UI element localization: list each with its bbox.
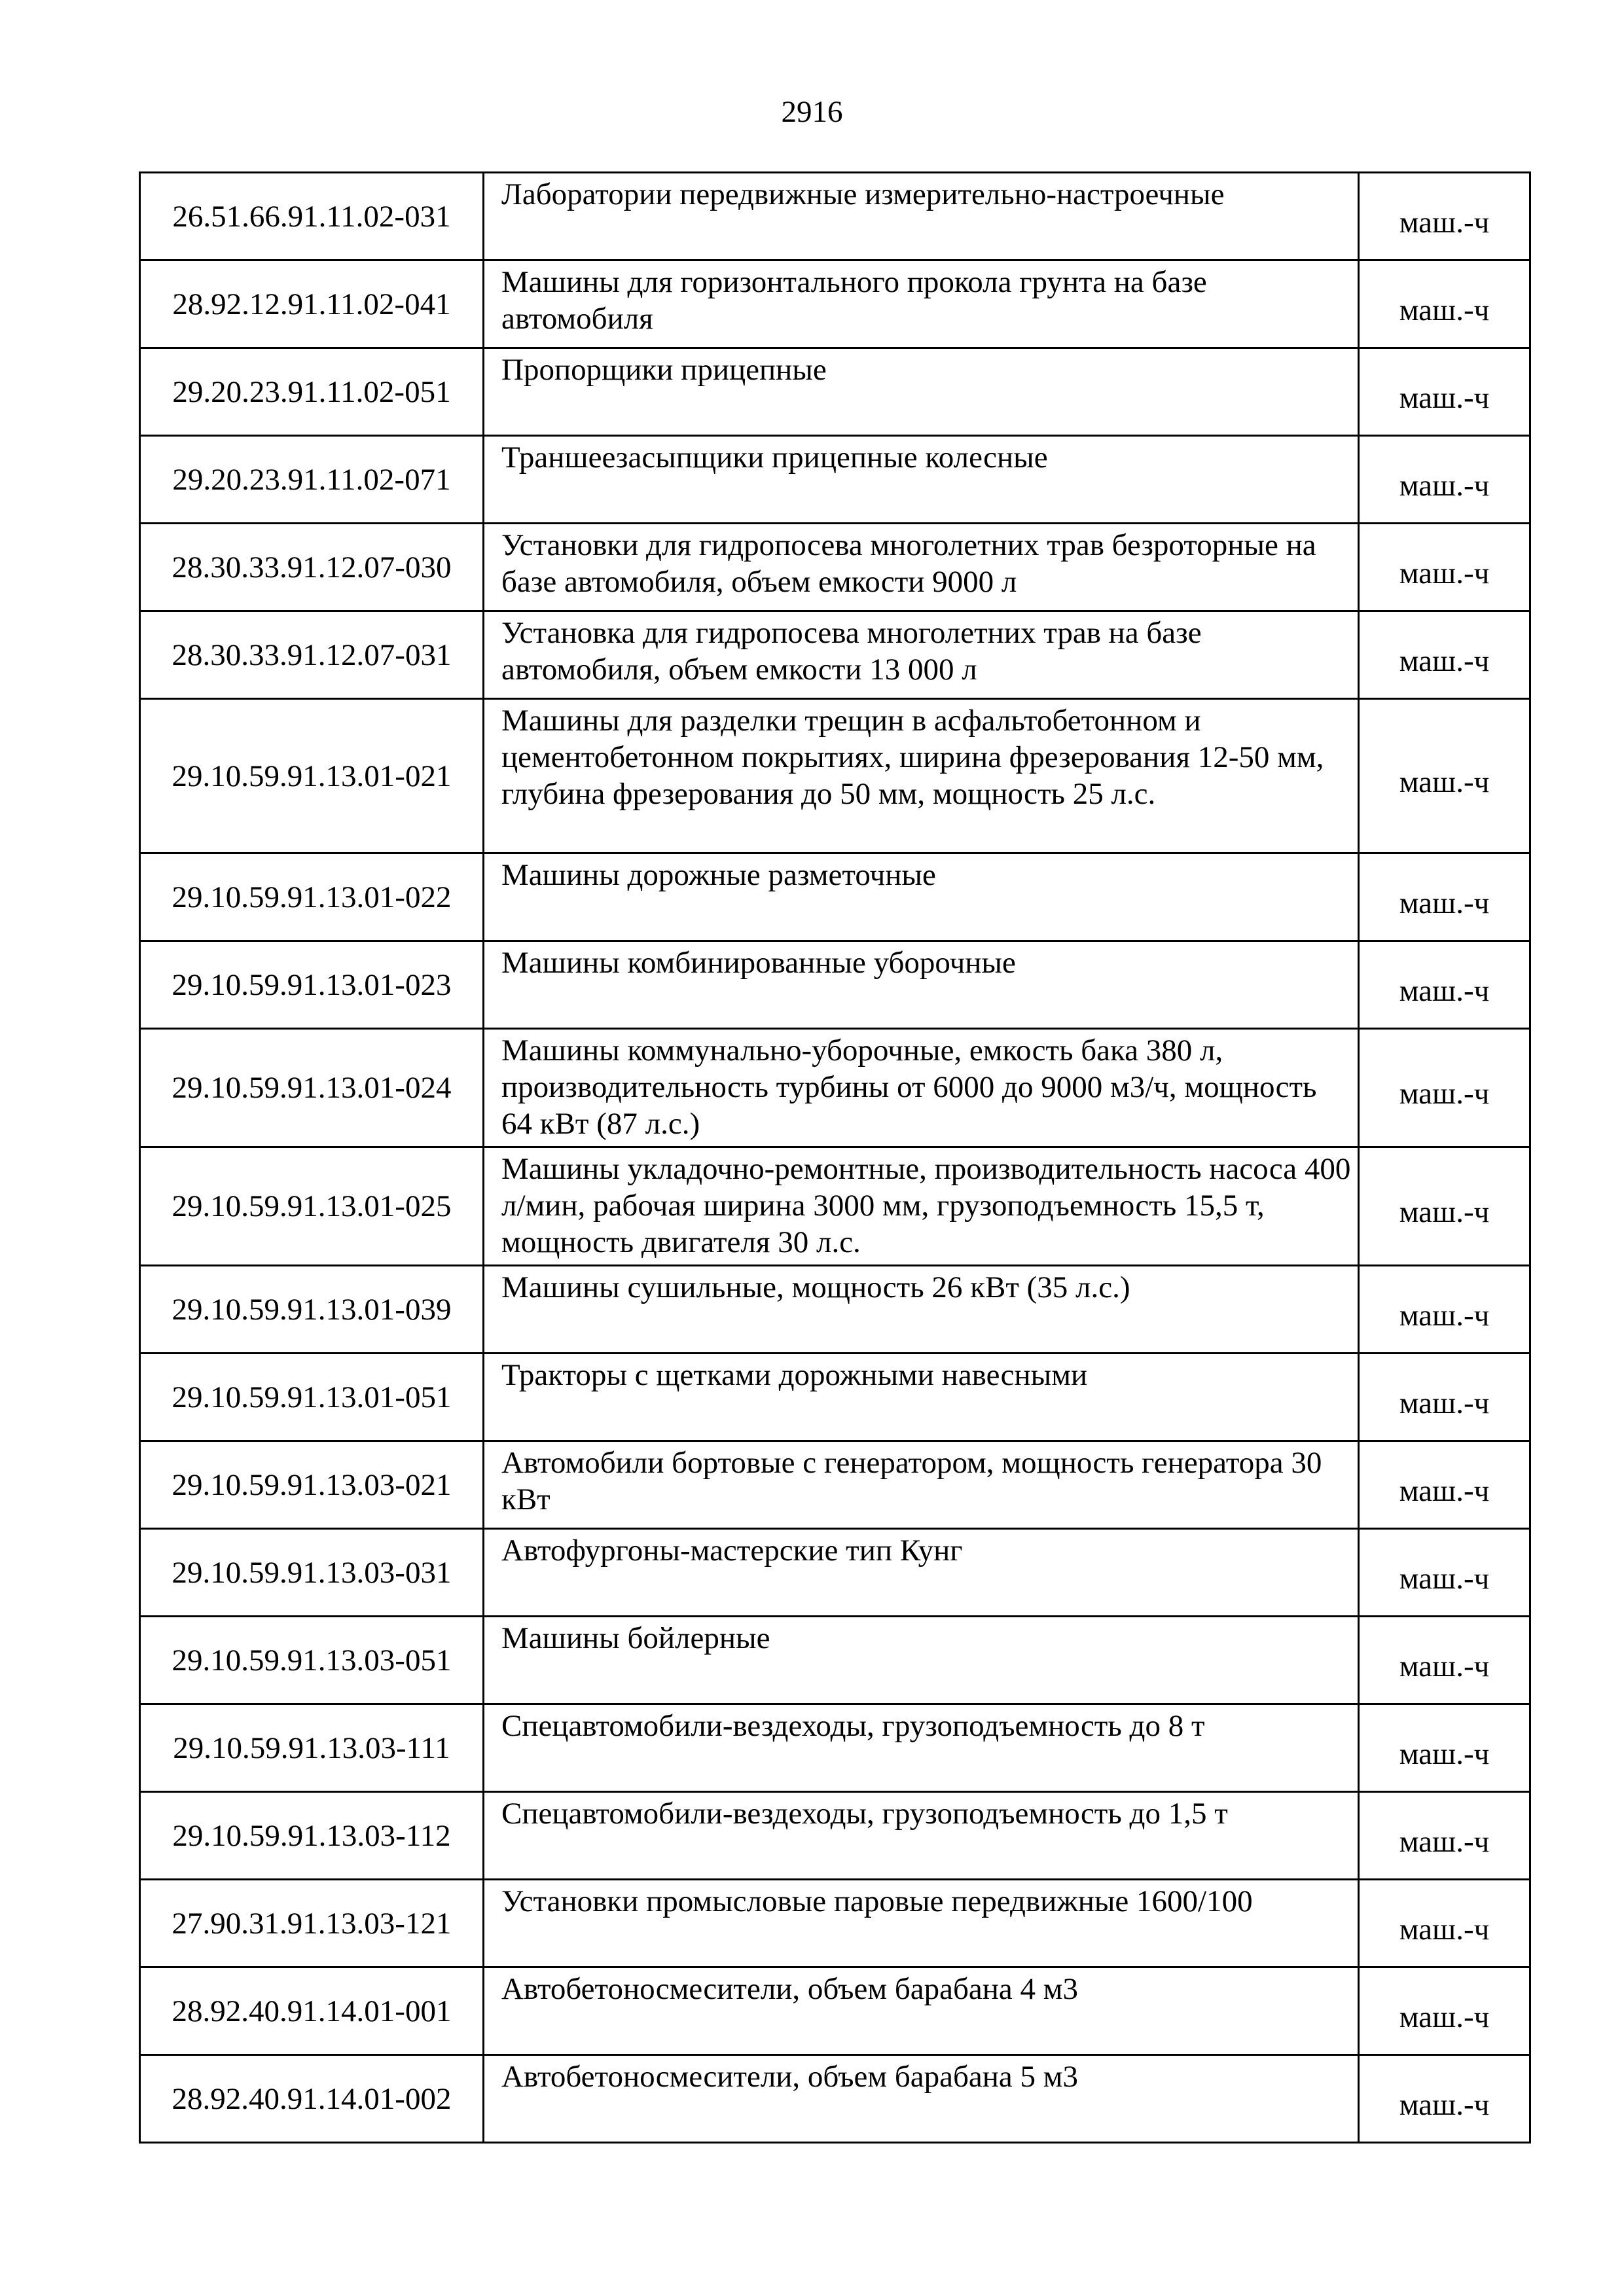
- resource-name-cell: Установка для гидропосева многолетних трав на базе автомобиля, объем емкости 13 000 л: [484, 611, 1359, 699]
- resource-code-cell: 29.10.59.91.13.03-021: [140, 1441, 484, 1529]
- resource-code-cell: 28.30.33.91.12.07-030: [140, 524, 484, 611]
- resource-code-cell: 29.10.59.91.13.03-031: [140, 1529, 484, 1617]
- resource-name-cell: Траншеезасыпщики прицепные колесные: [484, 436, 1359, 524]
- table-row: [140, 1441, 1530, 1529]
- resource-code-cell: 29.10.59.91.13.03-051: [140, 1617, 484, 1704]
- table-row: [140, 1147, 1530, 1266]
- unit-cell: маш.-ч: [1359, 1967, 1530, 2055]
- resource-name-cell: Лаборатории передвижные измерительно-настроечные: [484, 173, 1359, 260]
- resource-code-cell: 29.10.59.91.13.01-025: [140, 1147, 484, 1266]
- resource-code-cell: 29.10.59.91.13.01-024: [140, 1029, 484, 1147]
- resource-code-cell: 28.92.12.91.11.02-041: [140, 260, 484, 348]
- resource-code-cell: 29.10.59.91.13.01-023: [140, 941, 484, 1029]
- unit-cell: маш.-ч: [1359, 611, 1530, 699]
- resource-code-cell: 28.92.40.91.14.01-001: [140, 1967, 484, 2055]
- resource-name-cell: Машины для горизонтального прокола грунта на базе автомобиля: [484, 260, 1359, 348]
- resource-name-cell: Установки промысловые паровые передвижные 1600/100: [484, 1880, 1359, 1967]
- resource-code-cell: 28.30.33.91.12.07-031: [140, 611, 484, 699]
- table-row: [140, 853, 1530, 941]
- resource-name-cell: Автобетоносмесители, объем барабана 5 м3: [484, 2055, 1359, 2143]
- table-row: [140, 1529, 1530, 1617]
- unit-cell: маш.-ч: [1359, 1529, 1530, 1617]
- table-row: [140, 1266, 1530, 1354]
- resource-name-cell: Машины бойлерные: [484, 1617, 1359, 1704]
- unit-cell: маш.-ч: [1359, 348, 1530, 436]
- table-row: [140, 611, 1530, 699]
- unit-cell: маш.-ч: [1359, 1792, 1530, 1880]
- unit-cell: маш.-ч: [1359, 2055, 1530, 2143]
- unit-cell: маш.-ч: [1359, 1617, 1530, 1704]
- resource-name-cell: Спецавтомобили-вездеходы, грузоподъемность до 1,5 т: [484, 1792, 1359, 1880]
- table-row: [140, 524, 1530, 611]
- unit-cell: маш.-ч: [1359, 699, 1530, 853]
- unit-cell: маш.-ч: [1359, 1704, 1530, 1792]
- resource-code-cell: 28.92.40.91.14.01-002: [140, 2055, 484, 2143]
- resource-name-cell: Автобетоносмесители, объем барабана 4 м3: [484, 1967, 1359, 2055]
- table-row: [140, 1967, 1530, 2055]
- unit-cell: маш.-ч: [1359, 941, 1530, 1029]
- resource-code-cell: 29.10.59.91.13.03-111: [140, 1704, 484, 1792]
- resource-name-cell: Автомобили бортовые с генератором, мощность генератора 30 кВт: [484, 1441, 1359, 1529]
- page-number: 2916: [781, 95, 843, 129]
- table-row: [140, 1792, 1530, 1880]
- unit-cell: маш.-ч: [1359, 1029, 1530, 1147]
- unit-cell: маш.-ч: [1359, 1880, 1530, 1967]
- resource-name-cell: Машины дорожные разметочные: [484, 853, 1359, 941]
- table-row: [140, 1704, 1530, 1792]
- table-row: [140, 348, 1530, 436]
- table-row: [140, 941, 1530, 1029]
- resource-code-cell: 29.20.23.91.11.02-051: [140, 348, 484, 436]
- table-row: [140, 699, 1530, 853]
- table-row: [140, 173, 1530, 260]
- unit-cell: маш.-ч: [1359, 1147, 1530, 1266]
- resource-name-cell: Машины для разделки трещин в асфальтобетонном и цементобетонном покрытиях, ширина фрезерования 12-50 мм, глубина фрезерования до 50 мм, мощность 25 л.с.: [484, 699, 1359, 853]
- table-row: [140, 1029, 1530, 1147]
- table-row: [140, 436, 1530, 524]
- resource-name-cell: Машины коммунально-уборочные, емкость бака 380 л, производительность турбины от 6000 до 9000 м3/ч, мощность 64 кВт (87 л.с.): [484, 1029, 1359, 1147]
- resource-name-cell: Машины комбинированные уборочные: [484, 941, 1359, 1029]
- unit-cell: маш.-ч: [1359, 173, 1530, 260]
- resource-name-cell: Автофургоны-мастерские тип Кунг: [484, 1529, 1359, 1617]
- table-row: [140, 260, 1530, 348]
- resource-name-cell: Пропорщики прицепные: [484, 348, 1359, 436]
- resource-code-cell: 29.10.59.91.13.01-022: [140, 853, 484, 941]
- resource-name-cell: Установки для гидропосева многолетних трав безроторные на базе автомобиля, объем емкости 9000 л: [484, 524, 1359, 611]
- table-row: [140, 1354, 1530, 1441]
- table-body: [140, 173, 1530, 2143]
- resource-code-cell: 26.51.66.91.11.02-031: [140, 173, 484, 260]
- unit-cell: маш.-ч: [1359, 1441, 1530, 1529]
- resource-code-cell: 29.10.59.91.13.03-112: [140, 1792, 484, 1880]
- resource-code-cell: 29.10.59.91.13.01-039: [140, 1266, 484, 1354]
- unit-cell: маш.-ч: [1359, 524, 1530, 611]
- resource-code-cell: 29.20.23.91.11.02-071: [140, 436, 484, 524]
- table-row: [140, 1617, 1530, 1704]
- machinery-table: [139, 171, 1531, 2144]
- resource-code-cell: 29.10.59.91.13.01-051: [140, 1354, 484, 1441]
- resource-code-cell: 27.90.31.91.13.03-121: [140, 1880, 484, 1967]
- resource-name-cell: Машины сушильные, мощность 26 кВт (35 л.с.): [484, 1266, 1359, 1354]
- unit-cell: маш.-ч: [1359, 1354, 1530, 1441]
- unit-cell: маш.-ч: [1359, 436, 1530, 524]
- resource-code-cell: 29.10.59.91.13.01-021: [140, 699, 484, 853]
- resource-name-cell: Спецавтомобили-вездеходы, грузоподъемность до 8 т: [484, 1704, 1359, 1792]
- unit-cell: маш.-ч: [1359, 260, 1530, 348]
- resource-name-cell: Тракторы с щетками дорожными навесными: [484, 1354, 1359, 1441]
- resource-name-cell: Машины укладочно-ремонтные, производительность насоса 400 л/мин, рабочая ширина 3000 мм, грузоподъемность 15,5 т, мощность двигателя 30 л.с.: [484, 1147, 1359, 1266]
- unit-cell: маш.-ч: [1359, 853, 1530, 941]
- unit-cell: маш.-ч: [1359, 1266, 1530, 1354]
- table-row: [140, 1880, 1530, 1967]
- table-row: [140, 2055, 1530, 2143]
